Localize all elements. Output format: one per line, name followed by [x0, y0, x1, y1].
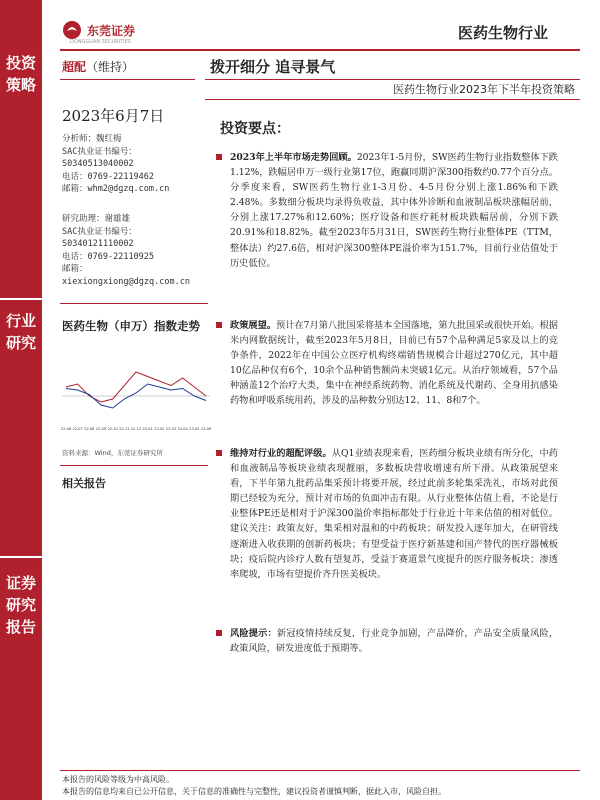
sidebar-label-industry: 行业研究	[5, 312, 36, 352]
report-subtitle: 医药生物行业2023年下半年投资策略	[393, 83, 575, 96]
x-tick-label: 23-05	[189, 427, 200, 431]
rating	[62, 58, 134, 75]
bullet-risk	[218, 626, 558, 656]
sidebar-divider	[0, 298, 42, 300]
index-chart	[62, 360, 210, 432]
bullet-body: 预计在7月第八批国采将基本全国落地，第九批国采或很快开始。根据米内网数据统计，截至2023年5月8日，目前已有57个品种满足5家及以上的竞争条件，2022年在中国公立医疗机构终端销售规模合计超过270亿元，其中超10亿品种仅有6个，10余个品种销售额尚未突破1亿元。从治疗领域看，57个品种涵盖12个治疗大类，集中在神经系统药物、消化系统及代谢药、全身用抗感染药物和呼吸系统用药，涉及的品种数分别达12、11、8和7个。	[230, 320, 558, 407]
bullet-body: 新冠疫情持续反复，行业竞争加剧，产品降价，产品安全质量风险，政策风险，研发进度低于预期等。	[230, 628, 559, 655]
analyst-line: S0340513040002	[62, 159, 134, 169]
bullet-head: 维持对行业的超配评级。	[230, 448, 332, 459]
x-tick-label: 22-12	[130, 427, 142, 431]
analyst-line: SAC执业证书编号：	[62, 146, 137, 157]
sidebar-divider	[0, 556, 42, 558]
x-tick-label: 22-10	[107, 427, 118, 431]
analyst-info	[62, 133, 169, 196]
bullet-icon	[216, 322, 222, 328]
chart-source: 资料来源：Wind，东莞证券研究所	[62, 449, 163, 457]
industry-title: 医药生物行业	[457, 24, 548, 42]
assistant-line: SAC执业证书编号：	[62, 226, 137, 237]
bullet-head: 风险提示：	[230, 628, 277, 639]
header-rule	[60, 49, 580, 51]
logo-text: 东莞证券	[87, 23, 136, 38]
bullet-body: 从Q1业绩表现来看，医药细分板块业绩有所分化，中药和血液制品等板块业绩表现靓丽，多数板块营收增速有所下滑。从政策展望来看，下半年第九批药品集采预计将要开展，经过此前多轮集采洗礼，市场对此预期已经较为充分，预计对市场的负面冲击有限。从行业整体估值上看，不论是行业整体PE还是相对于沪深300溢价率指标都处于行业近十年来估值的相对低位。建议关注：政策友好，集采相对温和的中药板块；研发投入逐年加大，在研管线逐渐进入收获期的创新药板块；有望受益于医疗新基建和国产替代的医疗器械板块；疫后院内诊疗人数有望复苏，受益于赛道景气度提升的医疗服务板块；渗透率爬坡，市场有望提价齐升医美板块。	[230, 448, 558, 580]
x-tick-label: 23-01	[142, 427, 153, 431]
x-tick-label: 22-09	[95, 427, 107, 431]
bullet-policy-outlook	[218, 318, 558, 409]
bullet-rating	[218, 446, 558, 582]
footer-rule	[60, 770, 580, 771]
report-date: 2023年6月7日	[62, 107, 165, 125]
footer-line: 本报告的信息均来自已公开信息，关于信息的准确性与完整性，建议投资者谨慎判断，据此入市，风险自担。	[62, 787, 446, 796]
bullet-icon	[216, 450, 222, 456]
analyst-line: 分析师：魏红梅	[62, 134, 122, 144]
x-tick-label: 23-03	[165, 427, 177, 431]
bullet-head: 政策展望。	[230, 320, 277, 331]
divider	[205, 79, 580, 80]
bullet-icon	[216, 630, 222, 636]
divider	[60, 79, 195, 80]
analyst-line: 电话：0769-22119462	[62, 171, 155, 182]
bullet-market-review	[218, 150, 558, 271]
series-line-0	[66, 372, 206, 402]
chart-title: 医药生物（申万）指数走势	[62, 319, 200, 333]
bullet-body: 2023年1-5月份，SW医药生物行业指数整体下跌1.12%，跌幅居申万一级行业第17位，跑赢同期沪深300指数约0.77个百分点。分季度来看，SW医药生物行业1-3月份、4-5月份分别上涨1.86%和下跌2.48%。多数细分板块均录得负收益，其中体外诊断和血液制品板块涨幅居前，分别上涨17.27%和12.60%；医疗设备和医疗耗材板块跌幅居前，分别下跌20.91%和18.82%。截至2023年5月31日，SW医药生物行业整体PE（TTM，整体法）约27.6倍，相对沪深300整体PE溢价率为151.7%，目前行业估值处于历史低位。	[230, 152, 558, 269]
x-tick-label: 23-04	[177, 427, 188, 431]
footer-line: 本报告的风险等级为中高风险。	[62, 775, 174, 784]
sidebar-label-strategy: 投资策略	[5, 54, 36, 94]
assistant-info	[62, 213, 190, 288]
assistant-line: S0340121110002	[62, 239, 134, 249]
divider	[60, 303, 208, 304]
rating-label: 超配	[62, 60, 87, 74]
assistant-line: 电话：0769-22110925	[62, 251, 155, 262]
sidebar-label-report: 证券研究报告	[5, 574, 36, 636]
logo-icon	[62, 20, 82, 40]
x-tick-label: 22-06	[60, 427, 72, 431]
x-tick-label: 22-08	[84, 427, 95, 431]
x-tick-label: 22-11	[119, 427, 130, 431]
related-reports-title: 相关报告	[62, 477, 106, 490]
divider	[60, 465, 208, 466]
key-points-title: 投资要点：	[220, 121, 290, 137]
x-tick-label: 23-02	[154, 427, 165, 431]
report-headline: 拨开细分 追寻景气	[210, 58, 336, 76]
bullet-head: 2023年上半年市场走势回顾。	[230, 152, 357, 163]
bullet-icon	[216, 154, 222, 160]
divider	[205, 99, 580, 100]
assistant-line: xiexiongxiong@dgzq.com.cn	[62, 276, 190, 287]
assistant-line: 研究助理：谢雄雄	[62, 214, 131, 224]
x-tick-label: 22-07	[72, 427, 83, 431]
left-sidebar	[0, 0, 42, 800]
analyst-line: 邮箱：whm2@dgzq.com.cn	[62, 184, 170, 194]
logo-subtext: DONGGUAN SECURITIES	[70, 39, 131, 45]
company-logo	[62, 20, 135, 40]
assistant-line: 邮箱：	[62, 264, 88, 274]
x-tick-label: 23-06	[200, 427, 212, 431]
rating-note: （维持）	[86, 60, 135, 74]
